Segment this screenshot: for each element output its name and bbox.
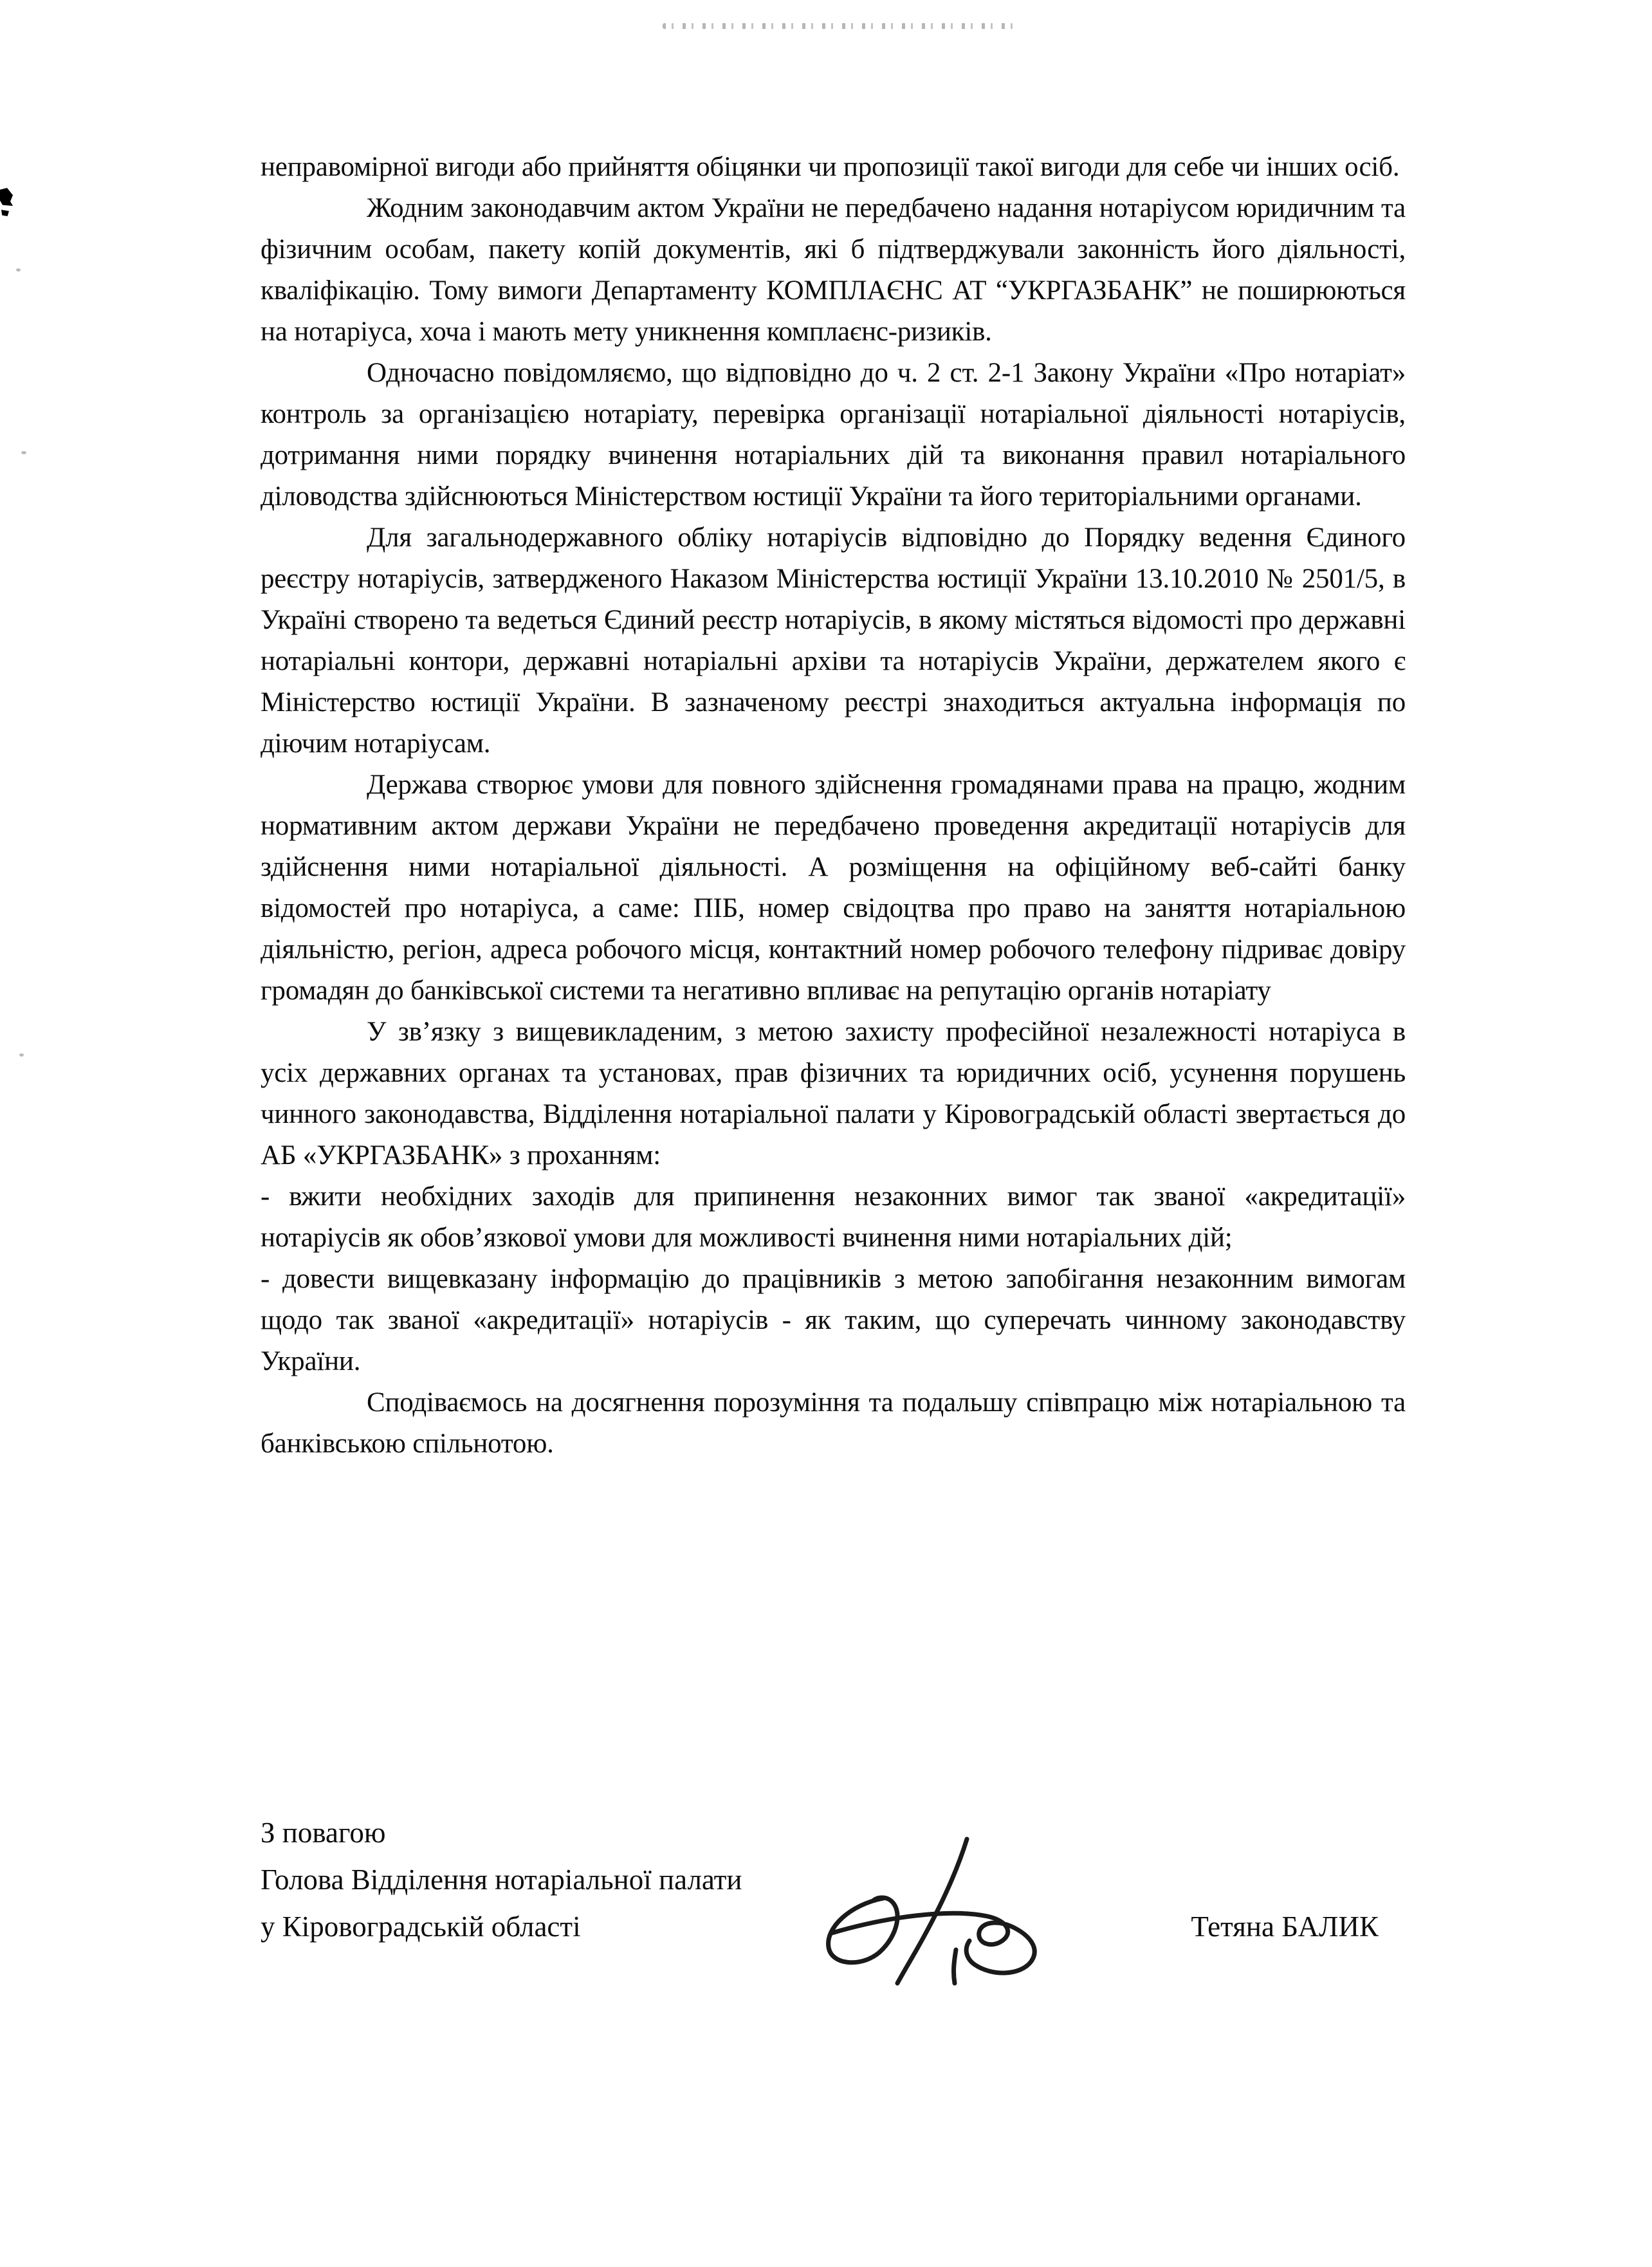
paragraph: У зв’язку з вищевикладеним, з метою захисту професійної незалежності нотаріуса в усіх державних органах та установах, прав фізичних та юридичних осіб, усунення порушень чинного законодавства, Відділення нотаріальної палати у Кіровоградській області звертається до АБ «УКРГАЗБАНК» з проханням: (261, 1017, 1406, 1171)
ink-blob-artifact-small (1, 210, 9, 216)
scan-speck (21, 451, 26, 454)
paragraph-continuation: неправомірної вигоди або прийняття обіцянки чи пропозиції такої вигоди для себе чи інших осіб. (261, 152, 1400, 182)
paragraph: Жодним законодавчим актом України не передбачено надання нотаріусом юридичним та фізичним особам, пакету копій документів, які б підтверджували законність його діяльності, кваліфікацію. Тому вимоги Департаменту КОМПЛАЄНС АТ “УКРГАЗБАНК” не поширюються на нотаріуса, хоча і мають мету уникнення комплаєнс-ризиків. (261, 193, 1406, 347)
closing-salutation: З повагою (261, 1817, 386, 1849)
paragraph: Для загальнодержавного обліку нотаріусів відповідно до Порядку ведення Єдиного реєстру нотаріусів, затвердженого Наказом Міністерства юстиції України 13.10.2010 № 2501/5, в Україні створено та ведеться Єдиний реєстр нотаріусів, в якому містяться відомості про державні нотаріальні контори, державні нотаріальні архіви та нотаріусів України, держателем якого є Міністерство юстиції України. В зазначеному реєстрі знаходиться актуальна інформація по діючим нотаріусам. (261, 523, 1406, 759)
paragraph: Держава створює умови для повного здійснення громадянами права на працю, жодним нормативним актом держави України не передбачено проведення акредитації нотаріусів для здійснення ними нотаріальної діяльності. А розміщення на офіційному веб-сайті банку відомостей про нотаріуса, а саме: ПІБ, номер свідоцтва про право на заняття нотаріальною діяльністю, регіон, адреса робочого місця, контактний номер робочого телефону підриває довіру громадян до банківської системи та негативно впливає на репутацію органів нотаріату (261, 770, 1406, 1006)
signature-block (261, 1809, 1406, 1950)
signer-title-line-2: у Кіровоградській області (261, 1911, 581, 1943)
signer-name: Тетяна БАЛИК (1191, 1911, 1379, 1943)
scan-speck (19, 1053, 24, 1057)
signature-handwriting (807, 1835, 1078, 1986)
letter-body (261, 147, 1406, 1465)
scan-artifact-top-noise (663, 23, 1013, 29)
list-item-dash: - вжити необхідних заходів для припинення незаконних вимог так званої «акредитації» нотаріусів як обов’язкової умови для можливості вчинення ними нотаріальних дій; (261, 1181, 1406, 1253)
list-item-dash: - довести вищевказану інформацію до працівників з метою запобігання незаконним вимогам щодо так званої «акредитації» нотаріусів - як таким, що суперечать чинному законодавству України. (261, 1264, 1406, 1376)
ink-blob-artifact (0, 188, 13, 206)
paragraph: Одночасно повідомляємо, що відповідно до ч. 2 ст. 2-1 Закону України «Про нотаріат» контроль за організацією нотаріату, перевірка організації нотаріальної діяльності нотаріусів, дотримання ними порядку вчинення нотаріальних дій та виконання правил нотаріального діловодства здійснюються Міністерством юстиції України та його територіальними органами. (261, 358, 1406, 512)
scan-speck (16, 268, 21, 272)
paragraph: Сподіваємось на досягнення порозуміння та подальшу співпрацю між нотаріальною та банківською спільнотою. (261, 1387, 1406, 1459)
signer-title-line-1: Голова Відділення нотаріальної палати (261, 1864, 742, 1896)
